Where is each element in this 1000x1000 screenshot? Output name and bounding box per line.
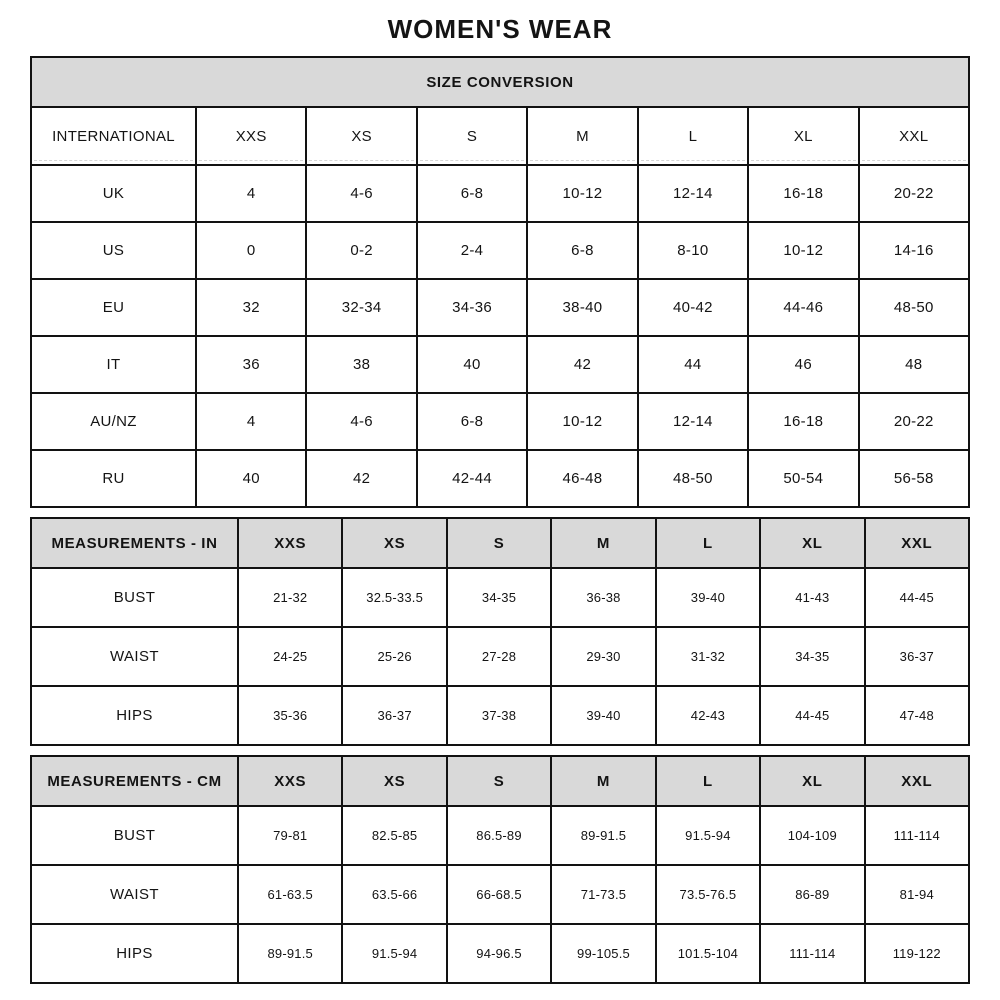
row-label: UK bbox=[31, 165, 196, 222]
value-cell: 73.5-76.5 bbox=[656, 865, 760, 924]
value-cell: 31-32 bbox=[656, 627, 760, 686]
value-cell: 50-54 bbox=[748, 450, 858, 507]
value-cell: 119-122 bbox=[865, 924, 969, 983]
value-cell: 37-38 bbox=[447, 686, 551, 745]
column-header-cell: INTERNATIONAL bbox=[31, 107, 196, 165]
size-header-cell: XS bbox=[342, 518, 446, 568]
row-label: AU/NZ bbox=[31, 393, 196, 450]
value-cell: 56-58 bbox=[859, 450, 969, 507]
value-cell: 91.5-94 bbox=[342, 924, 446, 983]
table-row bbox=[31, 279, 969, 336]
size-conversion-table bbox=[30, 56, 970, 508]
size-header-cell: M bbox=[551, 756, 655, 806]
value-cell: 61-63.5 bbox=[238, 865, 342, 924]
value-cell: 32.5-33.5 bbox=[342, 568, 446, 627]
table-row bbox=[31, 627, 969, 686]
value-cell: 10-12 bbox=[527, 393, 637, 450]
value-cell: 42 bbox=[306, 450, 416, 507]
table-row bbox=[31, 865, 969, 924]
value-cell: 10-12 bbox=[748, 222, 858, 279]
value-cell: 24-25 bbox=[238, 627, 342, 686]
table-row bbox=[31, 806, 969, 865]
value-cell: 16-18 bbox=[748, 393, 858, 450]
row-label: BUST bbox=[31, 568, 238, 627]
value-cell: 34-36 bbox=[417, 279, 527, 336]
value-cell: 32-34 bbox=[306, 279, 416, 336]
value-cell: 4-6 bbox=[306, 165, 416, 222]
value-cell: 66-68.5 bbox=[447, 865, 551, 924]
value-cell: 29-30 bbox=[551, 627, 655, 686]
value-cell: 25-26 bbox=[342, 627, 446, 686]
size-header-cell: XXS bbox=[238, 518, 342, 568]
size-header-cell: S bbox=[447, 756, 551, 806]
value-cell: 94-96.5 bbox=[447, 924, 551, 983]
size-header-cell: XL bbox=[760, 518, 864, 568]
column-header-cell: XL bbox=[748, 107, 858, 165]
value-cell: 20-22 bbox=[859, 165, 969, 222]
table-title-cell: MEASUREMENTS - IN bbox=[31, 518, 238, 568]
size-header-cell: XXL bbox=[865, 756, 969, 806]
table-title-cell: MEASUREMENTS - CM bbox=[31, 756, 238, 806]
row-label: WAIST bbox=[31, 865, 238, 924]
value-cell: 41-43 bbox=[760, 568, 864, 627]
measurements-in-header-row bbox=[31, 518, 969, 568]
table-row bbox=[31, 568, 969, 627]
table-row bbox=[31, 924, 969, 983]
value-cell: 12-14 bbox=[638, 393, 748, 450]
value-cell: 111-114 bbox=[865, 806, 969, 865]
value-cell: 42 bbox=[527, 336, 637, 393]
value-cell: 44 bbox=[638, 336, 748, 393]
value-cell: 46-48 bbox=[527, 450, 637, 507]
value-cell: 27-28 bbox=[447, 627, 551, 686]
value-cell: 42-43 bbox=[656, 686, 760, 745]
value-cell: 4-6 bbox=[306, 393, 416, 450]
value-cell: 101.5-104 bbox=[656, 924, 760, 983]
value-cell: 14-16 bbox=[859, 222, 969, 279]
column-header-cell: M bbox=[527, 107, 637, 165]
value-cell: 44-45 bbox=[760, 686, 864, 745]
measurements-cm-table bbox=[30, 755, 970, 984]
column-header-cell: L bbox=[638, 107, 748, 165]
table-title-row bbox=[31, 57, 969, 107]
value-cell: 40 bbox=[196, 450, 306, 507]
table-row bbox=[31, 450, 969, 507]
value-cell: 36 bbox=[196, 336, 306, 393]
value-cell: 0-2 bbox=[306, 222, 416, 279]
row-label: US bbox=[31, 222, 196, 279]
value-cell: 32 bbox=[196, 279, 306, 336]
value-cell: 12-14 bbox=[638, 165, 748, 222]
table-row bbox=[31, 336, 969, 393]
value-cell: 63.5-66 bbox=[342, 865, 446, 924]
value-cell: 42-44 bbox=[417, 450, 527, 507]
value-cell: 86-89 bbox=[760, 865, 864, 924]
value-cell: 46 bbox=[748, 336, 858, 393]
value-cell: 0 bbox=[196, 222, 306, 279]
row-label: IT bbox=[31, 336, 196, 393]
size-header-cell: XL bbox=[760, 756, 864, 806]
value-cell: 86.5-89 bbox=[447, 806, 551, 865]
value-cell: 8-10 bbox=[638, 222, 748, 279]
table-row bbox=[31, 165, 969, 222]
value-cell: 89-91.5 bbox=[551, 806, 655, 865]
value-cell: 38-40 bbox=[527, 279, 637, 336]
row-label: WAIST bbox=[31, 627, 238, 686]
size-header-cell: M bbox=[551, 518, 655, 568]
value-cell: 20-22 bbox=[859, 393, 969, 450]
value-cell: 89-91.5 bbox=[238, 924, 342, 983]
value-cell: 91.5-94 bbox=[656, 806, 760, 865]
value-cell: 79-81 bbox=[238, 806, 342, 865]
column-header-cell: XS bbox=[306, 107, 416, 165]
value-cell: 99-105.5 bbox=[551, 924, 655, 983]
value-cell: 48 bbox=[859, 336, 969, 393]
value-cell: 48-50 bbox=[638, 450, 748, 507]
value-cell: 104-109 bbox=[760, 806, 864, 865]
value-cell: 10-12 bbox=[527, 165, 637, 222]
measurements-in-table bbox=[30, 517, 970, 746]
value-cell: 6-8 bbox=[417, 393, 527, 450]
measurements-cm-header-row bbox=[31, 756, 969, 806]
value-cell: 82.5-85 bbox=[342, 806, 446, 865]
value-cell: 36-37 bbox=[865, 627, 969, 686]
value-cell: 34-35 bbox=[760, 627, 864, 686]
row-label: BUST bbox=[31, 806, 238, 865]
value-cell: 40 bbox=[417, 336, 527, 393]
value-cell: 4 bbox=[196, 165, 306, 222]
page-title: WOMEN'S WEAR bbox=[387, 14, 613, 44]
table-title-cell: SIZE CONVERSION bbox=[31, 57, 969, 107]
column-header-cell: XXS bbox=[196, 107, 306, 165]
column-header-cell: XXL bbox=[859, 107, 969, 165]
value-cell: 44-45 bbox=[865, 568, 969, 627]
size-header-cell: S bbox=[447, 518, 551, 568]
value-cell: 36-37 bbox=[342, 686, 446, 745]
value-cell: 71-73.5 bbox=[551, 865, 655, 924]
row-label: EU bbox=[31, 279, 196, 336]
value-cell: 48-50 bbox=[859, 279, 969, 336]
value-cell: 35-36 bbox=[238, 686, 342, 745]
size-header-cell: L bbox=[656, 756, 760, 806]
row-label: RU bbox=[31, 450, 196, 507]
column-header-row bbox=[31, 107, 969, 165]
row-label: HIPS bbox=[31, 686, 238, 745]
value-cell: 47-48 bbox=[865, 686, 969, 745]
size-header-cell: L bbox=[656, 518, 760, 568]
value-cell: 44-46 bbox=[748, 279, 858, 336]
value-cell: 36-38 bbox=[551, 568, 655, 627]
table-row bbox=[31, 393, 969, 450]
value-cell: 16-18 bbox=[748, 165, 858, 222]
size-header-cell: XXL bbox=[865, 518, 969, 568]
row-label: HIPS bbox=[31, 924, 238, 983]
size-header-cell: XXS bbox=[238, 756, 342, 806]
column-header-cell: S bbox=[417, 107, 527, 165]
value-cell: 39-40 bbox=[656, 568, 760, 627]
value-cell: 4 bbox=[196, 393, 306, 450]
value-cell: 6-8 bbox=[527, 222, 637, 279]
value-cell: 111-114 bbox=[760, 924, 864, 983]
value-cell: 39-40 bbox=[551, 686, 655, 745]
value-cell: 40-42 bbox=[638, 279, 748, 336]
value-cell: 81-94 bbox=[865, 865, 969, 924]
value-cell: 38 bbox=[306, 336, 416, 393]
value-cell: 2-4 bbox=[417, 222, 527, 279]
table-row bbox=[31, 686, 969, 745]
size-header-cell: XS bbox=[342, 756, 446, 806]
value-cell: 6-8 bbox=[417, 165, 527, 222]
table-row bbox=[31, 222, 969, 279]
value-cell: 21-32 bbox=[238, 568, 342, 627]
value-cell: 34-35 bbox=[447, 568, 551, 627]
